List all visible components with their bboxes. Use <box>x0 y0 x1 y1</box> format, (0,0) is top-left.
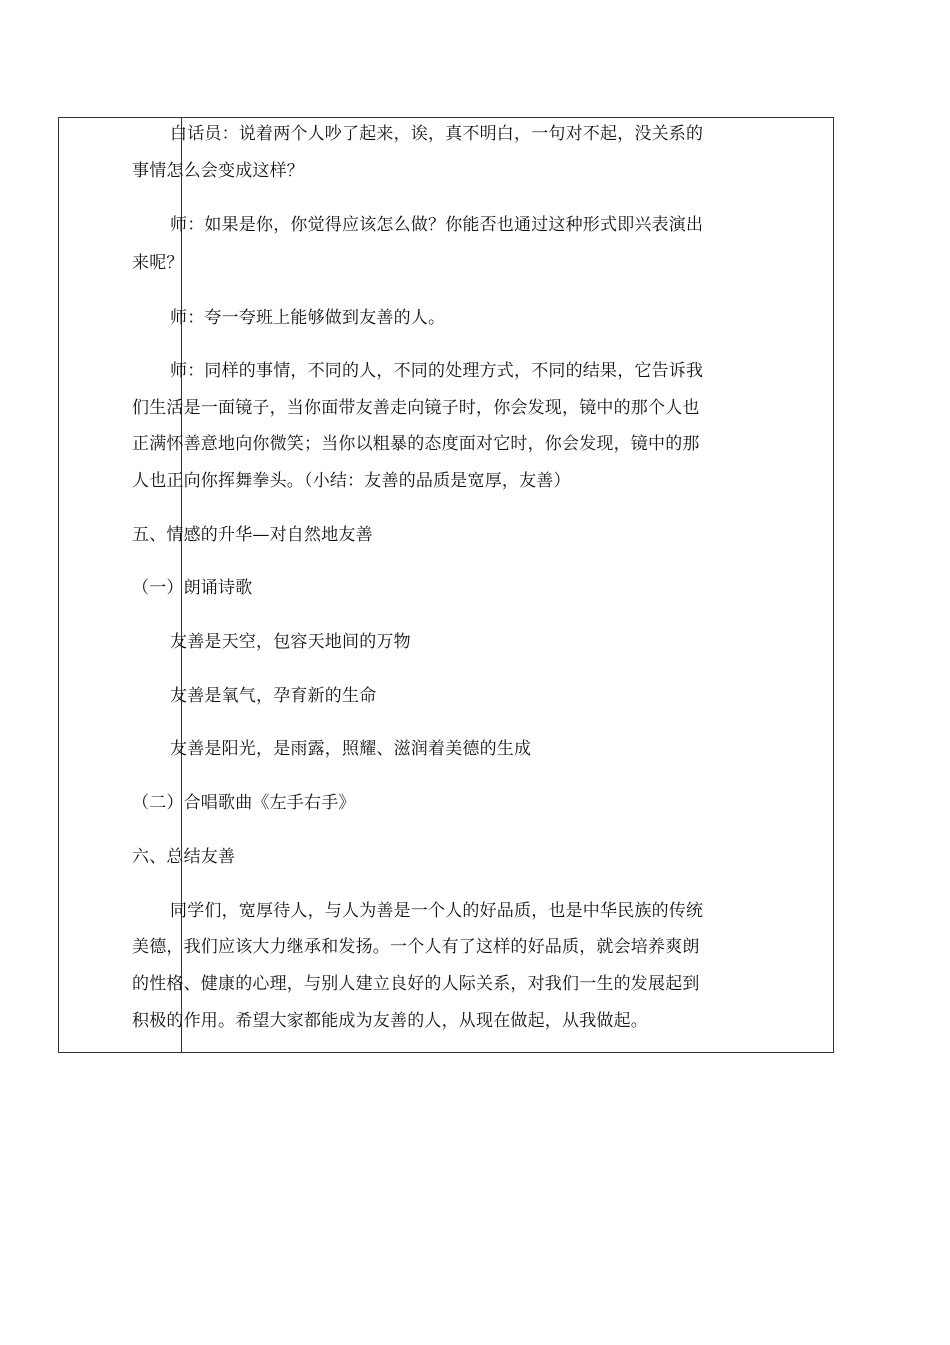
poem-line-3: 友善是阳光，是雨露，照耀、滋润着美德的生成 <box>170 739 532 759</box>
conclusion-line-4: 积极的作用。希望大家都能成为友善的人，从现在做起，从我做起。 <box>132 1011 648 1031</box>
teacher-summary-line-1: 师：同样的事情，不同的人，不同的处理方式，不同的结果，它告诉我 <box>170 361 704 381</box>
section-five-heading: 五、情感的升华—对自然地友善 <box>132 525 373 545</box>
dialogue-narrator-line-2: 事情怎么会变成这样？ <box>132 161 304 181</box>
conclusion-line-3: 的性格、健康的心理，与别人建立良好的人际关系，对我们一生的发展起到 <box>132 974 700 994</box>
dialogue-narrator-line-1: 白话员：说着两个人吵了起来，诶，真不明白，一句对不起，没关系的 <box>170 124 704 144</box>
teacher-summary-line-3: 正满怀善意地向你微笑；当你以粗暴的态度面对它时，你会发现，镜中的那 <box>132 434 700 454</box>
poem-line-2: 友善是氧气，孕育新的生命 <box>170 686 377 706</box>
section-six-heading: 六、总结友善 <box>132 847 236 867</box>
conclusion-line-2: 美德，我们应该大力继承和发扬。一个人有了这样的好品质，就会培养爽朗 <box>132 937 700 957</box>
teacher-summary-line-4: 人也正向你挥舞拳头。（小结：友善的品质是宽厚，友善） <box>132 471 571 491</box>
teacher-question-line-2: 来呢？ <box>132 253 184 273</box>
subsection-recite-poem: （一）朗诵诗歌 <box>132 578 253 598</box>
teacher-summary-line-2: 们生活是一面镜子，当你面带友善走向镜子时，你会发现，镜中的那个人也 <box>132 398 700 418</box>
teacher-praise-line: 师：夸一夸班上能够做到友善的人。 <box>170 308 446 328</box>
poem-line-1: 友善是天空，包容天地间的万物 <box>170 632 411 652</box>
teacher-question-line-1: 师：如果是你，你觉得应该怎么做？你能否也通过这种形式即兴表演出 <box>170 215 704 235</box>
subsection-chorus-song: （二）合唱歌曲《左手右手》 <box>132 793 356 813</box>
conclusion-line-1: 同学们，宽厚待人，与人为善是一个人的好品质，也是中华民族的传统 <box>170 901 704 921</box>
